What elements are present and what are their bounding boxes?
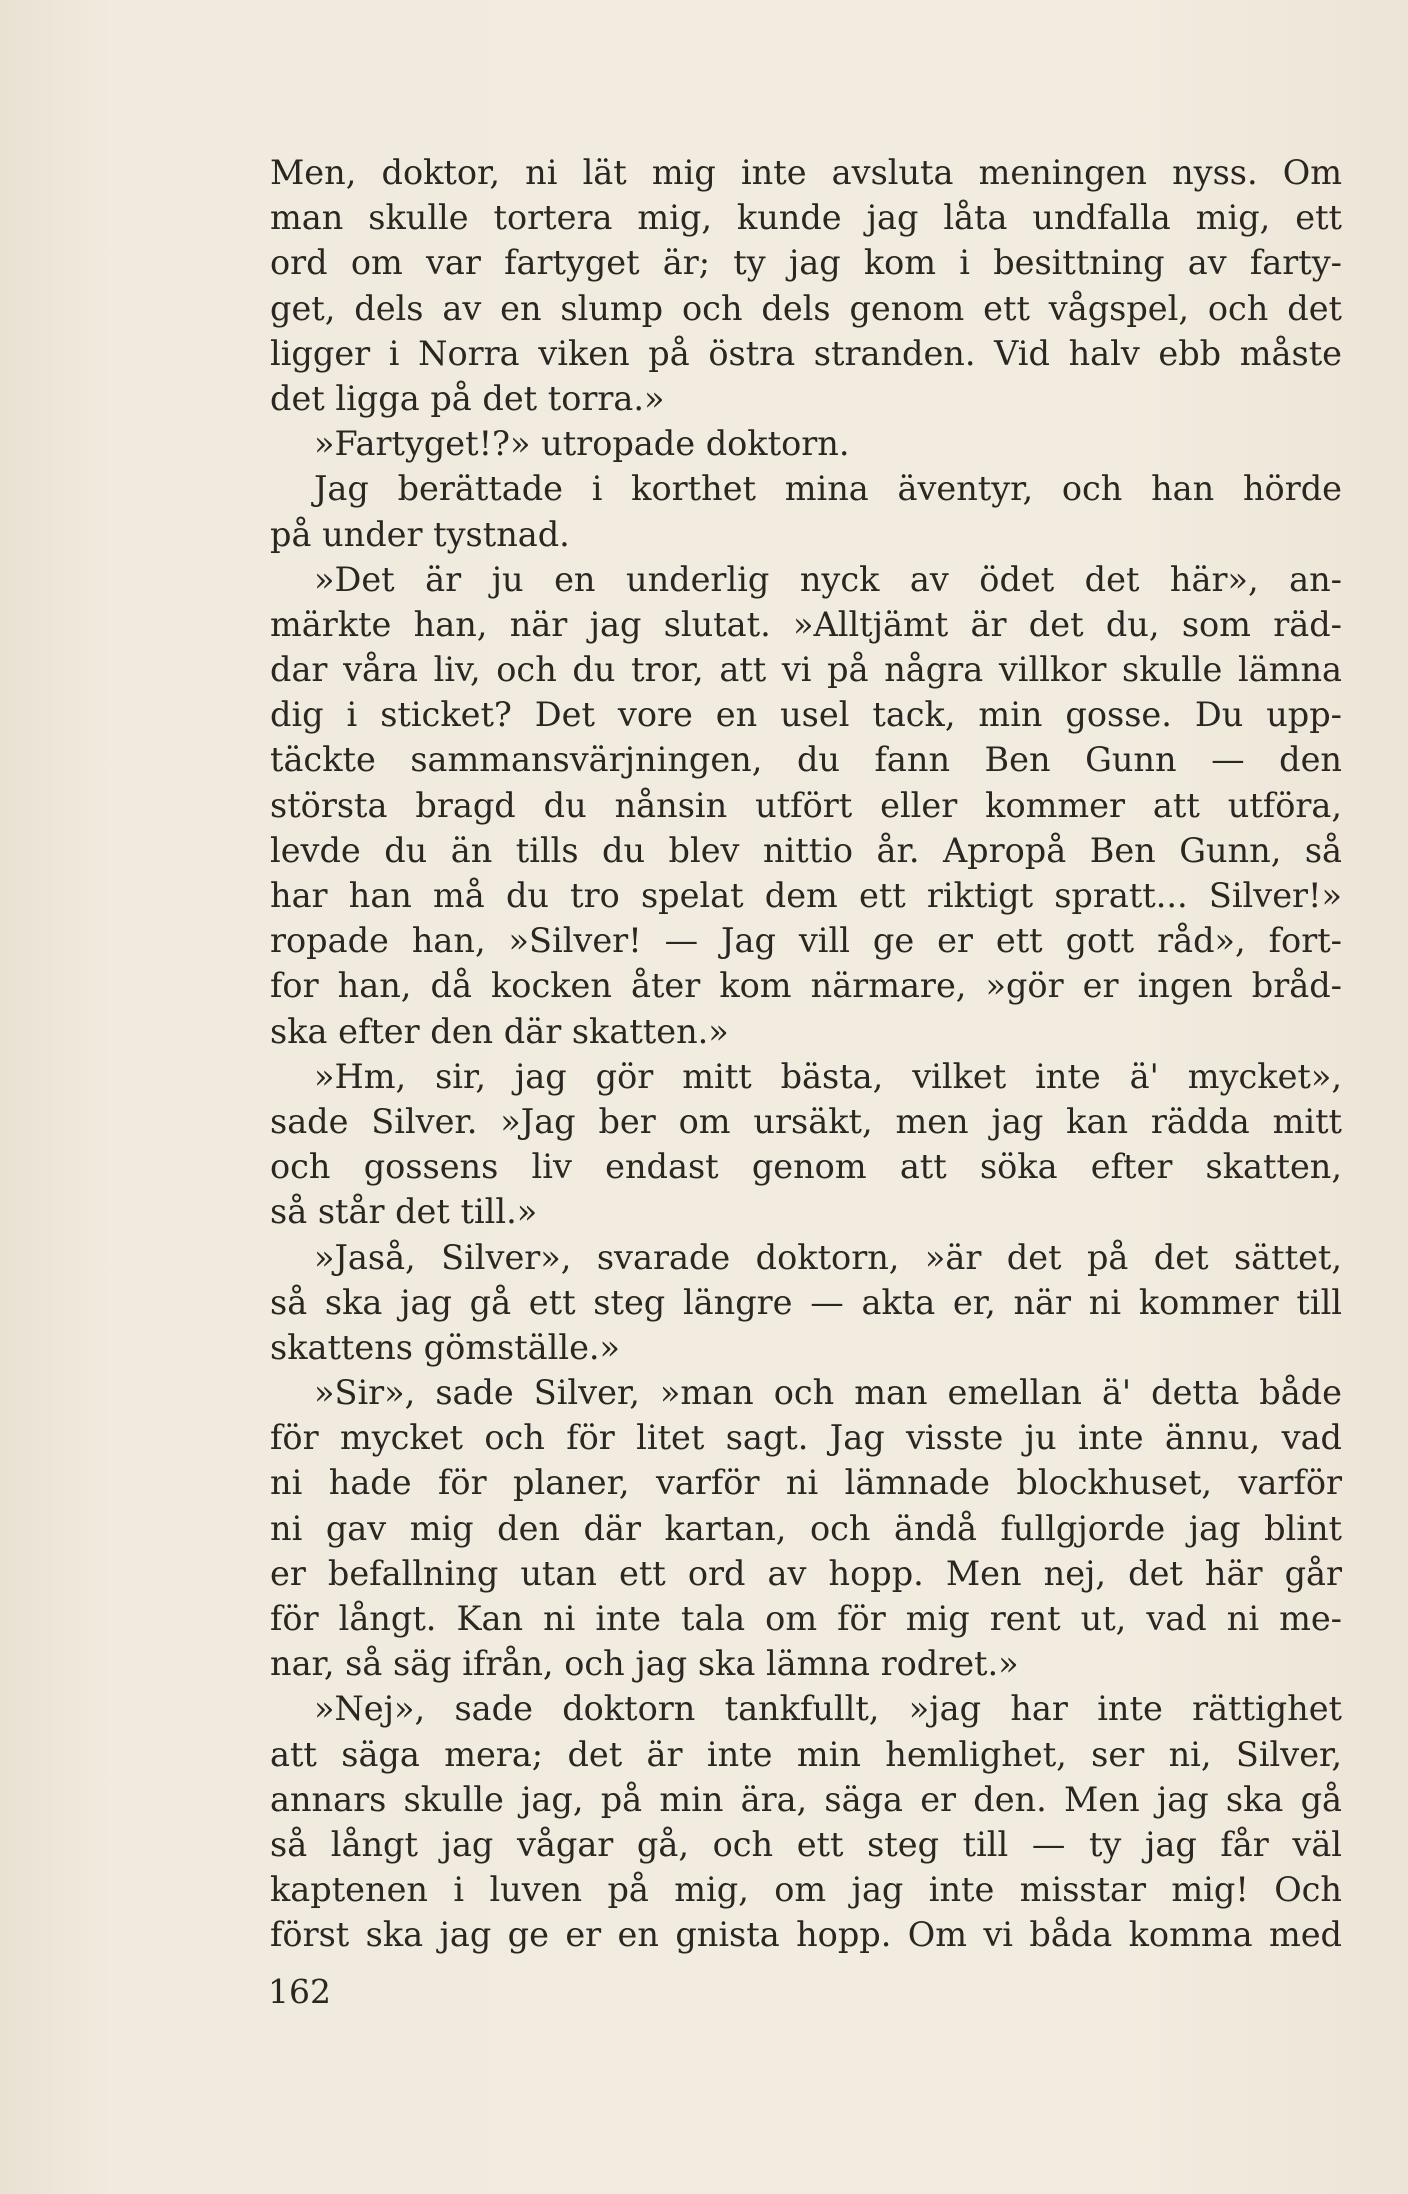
page-number: 162 [268, 1972, 331, 2011]
text-line: kaptenen i luven på mig, om jag inte misstar mig! Och [270, 1870, 1342, 1910]
text-line: annars skulle jag, på min ära, säga er den. Men jag ska gå [270, 1779, 1342, 1819]
text-line: »Hm, sir, jag gör mitt bästa, vilket inte ä' mycket», [314, 1056, 1342, 1096]
text-line: för mycket och för litet sagt. Jag visste ju inte ännu, vad [270, 1418, 1342, 1458]
text-line: »Sir», sade Silver, »man och man emellan ä' detta både [314, 1373, 1342, 1413]
text-line: på under tystnad. [270, 514, 570, 554]
text-line: Jag berättade i korthet mina äventyr, och han hörde [314, 469, 1342, 509]
text-line: har han må du tro spelat dem ett riktigt spratt... Silver!» [270, 876, 1342, 915]
text-line: så står det till.» [270, 1192, 538, 1232]
text-line: »Nej», sade doktorn tankfullt, »jag har inte rättighet [314, 1689, 1342, 1729]
text-line: levde du än tills du blev nittio år. Apropå Ben Gunn, så [270, 830, 1342, 870]
text-line: ni hade för planer, varför ni lämnade blockhuset, varför [270, 1463, 1342, 1503]
text-line: täckte sammansvärjningen, du fann Ben Gunn — den [270, 740, 1342, 780]
text-line: dig i sticket? Det vore en usel tack, min gosse. Du upp- [270, 695, 1342, 735]
text-line: så ska jag gå ett steg längre — akta er, när ni kommer till [270, 1282, 1342, 1322]
text-line: det ligga på det torra.» [270, 378, 665, 418]
text-line: först ska jag ge er en gnista hopp. Om vi båda komma med [270, 1915, 1342, 1955]
text-line: för långt. Kan ni inte tala om för mig rent ut, vad ni me- [270, 1599, 1342, 1638]
text-line: skattens gömställe.» [270, 1327, 621, 1367]
text-line: man skulle tortera mig, kunde jag låta undfalla mig, ett [270, 198, 1342, 238]
text-line: ligger i Norra viken på östra stranden. Vid halv ebb måste [270, 333, 1342, 373]
text-line: »Fartyget!?» utropade doktorn. [314, 424, 850, 464]
text-line: så långt jag vågar gå, och ett steg till — ty jag får väl [270, 1824, 1342, 1864]
text-line: ni gav mig den där kartan, och ändå fullgjorde jag blint [270, 1508, 1342, 1548]
text-line: ord om var fartyget är; ty jag kom i besittning av farty- [270, 243, 1342, 283]
text-line: Men, doktor, ni lät mig inte avsluta meningen nyss. Om [270, 153, 1342, 192]
text-line: for han, då kocken åter kom närmare, »gör er ingen bråd- [270, 966, 1342, 1006]
text-line: nar, så säg ifrån, och jag ska lämna rodret.» [270, 1644, 1019, 1684]
text-line: »Det är ju en underlig nyck av ödet det här», an- [314, 559, 1342, 599]
text-line: största bragd du nånsin utfört eller kommer att utföra, [270, 785, 1342, 825]
text-line: dar våra liv, och du tror, att vi på några villkor skulle lämna [270, 650, 1342, 690]
text-line: ropade han, »Silver! — Jag vill ge er ett gott råd», fort- [270, 921, 1342, 961]
text-line: get, dels av en slump och dels genom ett vågspel, och det [270, 288, 1342, 328]
body-text [270, 150, 1342, 1958]
text-line: sade Silver. »Jag ber om ursäkt, men jag kan rädda mitt [270, 1101, 1342, 1141]
text-line: er befallning utan ett ord av hopp. Men nej, det här går [270, 1553, 1342, 1593]
text-line: märkte han, när jag slutat. »Alltjämt är det du, som räd- [270, 604, 1342, 644]
text-line: att säga mera; det är inte min hemlighet, ser ni, Silver, [270, 1734, 1342, 1774]
text-line: ska efter den där skatten.» [270, 1011, 729, 1051]
text-line: och gossens liv endast genom att söka efter skatten, [270, 1147, 1342, 1187]
text-line: »Jaså, Silver», svarade doktorn, »är det på det sättet, [314, 1237, 1342, 1277]
